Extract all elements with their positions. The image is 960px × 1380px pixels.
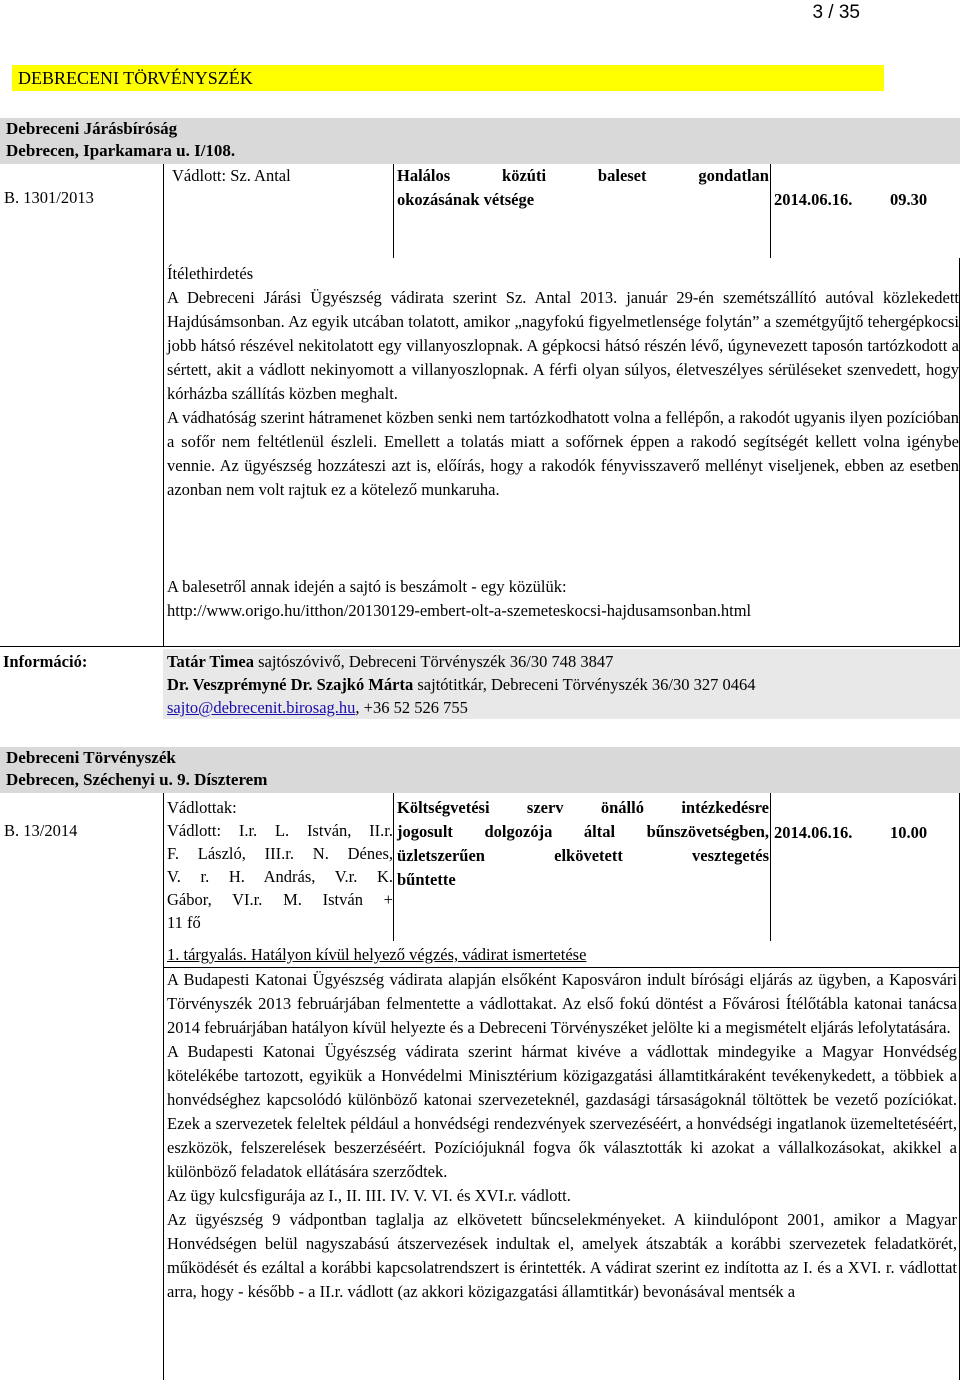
case2-charge xyxy=(397,796,769,892)
case2-charge-line: üzletszerűen elkövetett vesztegetés xyxy=(397,846,769,865)
case2-hearing-detail: Hatályon kívül helyező végzés, vádirat ismertetése xyxy=(246,945,587,964)
case2-date: 2014.06.16. xyxy=(774,823,853,842)
case2-defendants xyxy=(167,796,393,934)
case2-venue-line1: Debreceni Törvényszék xyxy=(6,748,176,767)
case1-grid-line xyxy=(163,164,164,258)
info-contact-2 xyxy=(167,673,957,696)
case1-grid-line xyxy=(393,164,394,258)
case1-grid-line xyxy=(0,646,960,647)
court-banner: DEBRECENI TÖRVÉNYSZÉK xyxy=(12,65,884,91)
info-contact-1 xyxy=(167,650,957,673)
case1-time: 09.30 xyxy=(890,190,928,209)
case1-grid-line xyxy=(770,164,771,258)
case1-case-number: B. 1301/2013 xyxy=(4,188,94,207)
info-contact-1-name: Tatár Timea xyxy=(167,652,254,671)
case2-defendant-line: F. László, III.r. N. Dénes, xyxy=(167,844,393,863)
info-contact-3 xyxy=(167,696,957,719)
case2-time: 10.00 xyxy=(890,823,928,842)
case2-defendant-line: 11 fő xyxy=(167,913,201,932)
case1-date: 2014.06.16. xyxy=(774,190,853,209)
case1-charge-line2: okozásának vétsége xyxy=(397,190,535,209)
info-contact-2-detail: sajtótitkár, Debreceni Törvényszék 36/30 327 0464 xyxy=(413,675,756,694)
case2-charge-line: Költségvetési szerv önálló intézkedésre xyxy=(397,798,769,817)
info-contact-1-detail: sajtószóvivő, Debreceni Törvényszék 36/30 748 3847 xyxy=(253,652,614,671)
case2-defendant-line: V. r. H. András, V.r. K. xyxy=(167,867,393,886)
case2-paragraph: A Budapesti Katonai Ügyészség vádirata szerint hármat kivéve a vádlottak mindegyike a Magyar Honvédség kötelékébe tartozott, egyikük a Honvédelmi Minisztérium közigazgatási államtitkáraként tevékenykedett, a többiek a honvédséghez kapcsolódó különböző katonai szervezeteknél, gazdasági társaságoknál töltöttek be vezető pozíciókat. Ezek a szervezetek feleltek például a honvédségi rendezvények szervezéséért, a honvédségi ingatlanok üzemeltetéséért, eszközök, felszerelések beszerzéséért. Pozíciójuknál fogva ők választották ki azokat a vállalkozásokat, akikkel a különböző feladatok ellátására szerződtek. xyxy=(167,1042,957,1181)
case2-defendant-line: Vádlott: I.r. L. István, II.r. xyxy=(167,821,393,840)
info-contact-2-name: Dr. Veszprémyné Dr. Szajkó Márta xyxy=(167,675,414,694)
case1-description xyxy=(167,286,959,502)
case1-venue-line1: Debreceni Járásbíróság xyxy=(6,119,178,138)
case1-press-url[interactable]: http://www.origo.hu/itthon/20130129-embert-olt-a-szemeteskocsi-hajdusamsonban.html xyxy=(167,601,752,620)
case1-venue xyxy=(0,118,960,164)
info-label: Információ: xyxy=(3,652,88,671)
case1-grid-line xyxy=(163,258,164,646)
case2-grid-line xyxy=(163,793,164,1380)
info-email-link[interactable]: sajto@debrecenit.birosag.hu xyxy=(167,698,356,717)
case2-grid-line xyxy=(770,793,771,941)
case2-charge-line: jogosult dolgozója által bűnszövetségben, xyxy=(397,822,769,841)
info-phone: , +36 52 526 755 xyxy=(355,698,468,717)
case1-charge xyxy=(397,164,769,212)
info-contacts xyxy=(167,650,957,719)
case1-press-intro: A balesetről annak idején a sajtó is beszámolt - egy közülük: xyxy=(167,577,567,596)
case2-defendant-line: Vádlottak: xyxy=(167,798,237,817)
case2-case-number: B. 13/2014 xyxy=(4,821,78,840)
case1-paragraph: A Debreceni Járási Ügyészség vádirata szerint Sz. Antal 2013. január 29-én szemétszállító autóval közlekedett Hajdúsámsonban. Az egyik utcában tolatott, amikor „nagyfokú figyelmetlensége folytán” a szemétgyűjtő tehergépkocsi jobb hátsó részével nekitolatott egy villanyoszlopnak. A gépkocsi hátsó részén lévő, úgynevezett taposón tartózkodott a sértett, akit a vádlott nekinyomott a villanyoszlopnak. A férfi olyan súlyos, életveszélyes sérüléseket szenvedett, hogy kórházba szállítás közben meghalt. xyxy=(167,288,959,403)
case2-description xyxy=(167,968,957,1304)
case2-hearing-prefix: 1. tárgyalás. xyxy=(167,945,247,964)
case2-venue xyxy=(0,747,960,793)
case2-grid-line xyxy=(393,793,394,941)
page-number: 3 / 35 xyxy=(812,2,860,23)
case2-defendant-line: Gábor, VI.r. M. István + xyxy=(167,890,393,909)
case1-hearing-type: Ítélethirdetés xyxy=(167,264,254,283)
case1-charge-line1: Halálos közúti baleset gondatlan xyxy=(397,166,769,185)
case1-defendant: Vádlott: Sz. Antal xyxy=(172,166,291,185)
case2-hearing-type xyxy=(167,943,586,967)
case1-paragraph: A vádhatóság szerint hátramenet közben senki nem tartózkodhatott volna a fellépőn, a rakodót ugyanis ilyen pozícióban a sofőr nem feltétlenül észleli. Emellett a tolatás miatt a sofőrnek éppen a rakodó segítségét kellett volna igénybe vennie. Az ügyészség hozzáteszi azt is, előírás, hogy a rakodók fényvisszaverő mellényt viseljenek, ebben az esetben azonban nem volt rajtuk ez a kötelező munkaruha. xyxy=(167,408,959,499)
case2-paragraph: A Budapesti Katonai Ügyészség vádirata alapján elsőként Kaposváron indult bírósági eljárás az ügyben, a Kaposvári Törvényszék 2013 februárjában felmentette a vádlottakat. Az első fokú döntést a Fővárosi Ítélőtábla katonai tanácsa 2014 februárjában hatályon kívül helyezte és a Debreceni Törvényszéket jelölte ki a megismételt eljárás lefolytatására. xyxy=(167,970,957,1037)
case2-paragraph: Az ügyészség 9 vádpontban taglalja az elkövetett bűncselekményeket. A kiindulópont 2001, amikor a Magyar Honvédségen belül nagyszabású átszervezések indultak el, amelyek átszabták a korábbi szervezetek feladatkörét, működését és ezáltal a korábbi kapcsolatrendszert is érintették. A vádirat szerint ez indította az I. és a XVI. r. vádlottat arra, hogy - később - a II.r. vádlott (az akkori közigazgatási államtitkár) bevonásával mentsék a xyxy=(167,1210,957,1301)
case1-venue-line2: Debrecen, Iparkamara u. I/108. xyxy=(6,141,236,160)
case2-paragraph: Az ügy kulcsfigurája az I., II. III. IV. V. VI. és XVI.r. vádlott. xyxy=(167,1186,571,1205)
case2-venue-line2: Debrecen, Széchenyi u. 9. Díszterem xyxy=(6,770,268,789)
case2-charge-line: bűntette xyxy=(397,870,456,889)
